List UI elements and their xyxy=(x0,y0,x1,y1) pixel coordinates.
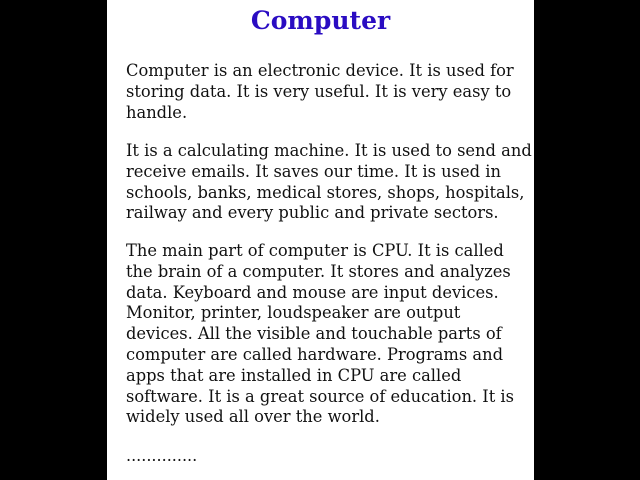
text-line: the brain of a computer. It stores and analyzes xyxy=(126,261,511,281)
ellipsis-continuation: .............. xyxy=(126,446,198,465)
text-line: The main part of computer is CPU. It is called xyxy=(126,241,504,260)
text-line: Monitor, printer, loudspeaker are output xyxy=(126,303,461,323)
document-page xyxy=(107,0,534,480)
paragraph-3 xyxy=(126,241,514,428)
paragraph-1 xyxy=(126,61,514,123)
text-line: widely used all over the world. xyxy=(126,407,380,427)
text-line: software. It is a great source of education. It is xyxy=(126,386,514,406)
text-line: handle. xyxy=(126,102,188,122)
text-line: apps that are installed in CPU are called xyxy=(126,365,462,385)
text-line: schools, banks, medical stores, shops, hospitals, xyxy=(126,182,525,202)
text-line: computer are called hardware. Programs and xyxy=(126,344,504,364)
text-line: receive emails. It saves our time. It is used in xyxy=(126,161,501,181)
page-title: Computer xyxy=(250,6,391,35)
text-line: data. Keyboard and mouse are input devices. xyxy=(126,282,499,302)
text-line: railway and every public and private sectors. xyxy=(126,203,499,223)
text-line: It is a calculating machine. It is used to send and xyxy=(126,141,532,160)
paragraph-2 xyxy=(126,141,532,224)
text-line: devices. All the visible and touchable parts of xyxy=(126,324,502,344)
text-line: Computer is an electronic device. It is used for xyxy=(126,61,514,80)
text-line: storing data. It is very useful. It is very easy to xyxy=(126,81,512,101)
